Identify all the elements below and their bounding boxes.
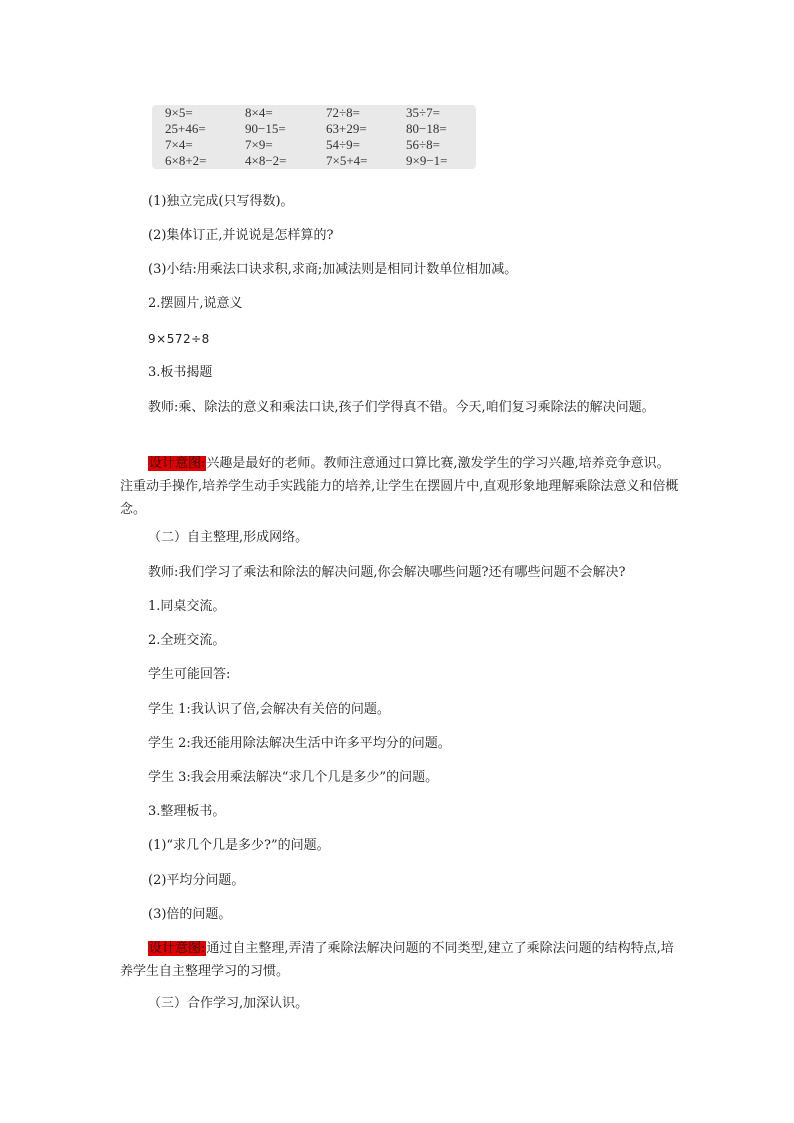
teacher-question: 教师:我们学习了乘法和除法的解决问题,你会解决哪些问题?还有哪些问题不会解决? [148, 565, 626, 580]
design-intent-text: 兴趣是最好的老师。教师注意通过口算比赛,激发学生的学习兴趣,培养竞争意识。注重动手操作,培养学生动手实践能力的培养,让学生在摆圆片中,直观形象地理解乘除法意义和倍概念。 [120, 456, 679, 517]
design-intent-tag: 设计意图: [149, 941, 206, 956]
student-3-answer: 学生 3:我会用乘法解决“求几个几是多少”的问题。 [148, 770, 439, 785]
calc-cell: 7×9= [245, 137, 273, 152]
item-3-summary: (3)小结:用乘法口诀求积,求商;加减法则是相同计数单位相加减。 [148, 262, 518, 277]
calc-cell: 72÷8= [326, 105, 360, 120]
calc-cell: 25+46= [165, 121, 206, 136]
step-3-board: 3.整理板书。 [148, 804, 226, 819]
board-item-2: (2)平均分问题。 [148, 873, 245, 888]
item-2-correction: (2)集体订正,并说说是怎样算的? [148, 228, 334, 243]
calc-row [165, 121, 475, 137]
teacher-intro-paragraph: 教师:乘、除法的意义和乘法口诀,孩子们学得真不错。今天,咱们复习乘除法的解决问题。 [148, 400, 655, 415]
calc-cell: 9×5= [165, 105, 193, 120]
calc-row [165, 153, 475, 169]
calc-cell: 7×4= [165, 137, 193, 152]
calc-cell: 80−18= [406, 121, 447, 136]
calc-cell: 9×9−1= [406, 153, 448, 168]
step-3-heading: 3.板书揭题 [148, 365, 213, 380]
item-1-independent: (1)独立完成(只写得数)。 [148, 194, 294, 209]
oral-calculation-box [152, 105, 476, 169]
board-item-1: (1)“求几个几是多少?”的问题。 [148, 838, 330, 853]
calc-cell: 54÷9= [326, 137, 360, 152]
calc-cell: 6×8+2= [165, 153, 207, 168]
possible-answers-label: 学生可能回答: [148, 667, 231, 682]
step-1-desk-exchange: 1.同桌交流。 [148, 599, 226, 614]
design-intent-paragraph-1 [120, 452, 680, 521]
student-2-answer: 学生 2:我还能用除法解决生活中许多平均分的问题。 [148, 736, 451, 751]
step-2-heading: 2.摆圆片,说意义 [148, 296, 243, 311]
section-3-heading: （三）合作学习,加深认识。 [148, 996, 309, 1011]
calc-cell: 4×8−2= [245, 153, 287, 168]
calc-cell: 8×4= [245, 105, 273, 120]
formula-line: 9×572÷8 [148, 332, 210, 346]
calc-cell: 63+29= [326, 121, 367, 136]
design-intent-paragraph-2 [120, 937, 680, 983]
calc-cell: 35÷7= [406, 105, 440, 120]
student-1-answer: 学生 1:我认识了倍,会解决有关倍的问题。 [148, 702, 390, 717]
calc-row [165, 105, 475, 121]
calc-row [165, 137, 475, 153]
board-item-3: (3)倍的问题。 [148, 907, 232, 922]
step-2-class-exchange: 2.全班交流。 [148, 633, 226, 648]
calc-cell: 90−15= [245, 121, 286, 136]
design-intent-text: 通过自主整理,弄清了乘除法解决问题的不同类型,建立了乘除法问题的结构特点,培养学生自主整理学习的习惯。 [120, 941, 674, 979]
calc-cell: 7×5+4= [326, 153, 368, 168]
section-2-heading: （二）自主整理,形成网络。 [148, 530, 309, 545]
design-intent-tag: 设计意图: [149, 456, 206, 471]
calc-cell: 56÷8= [406, 137, 440, 152]
